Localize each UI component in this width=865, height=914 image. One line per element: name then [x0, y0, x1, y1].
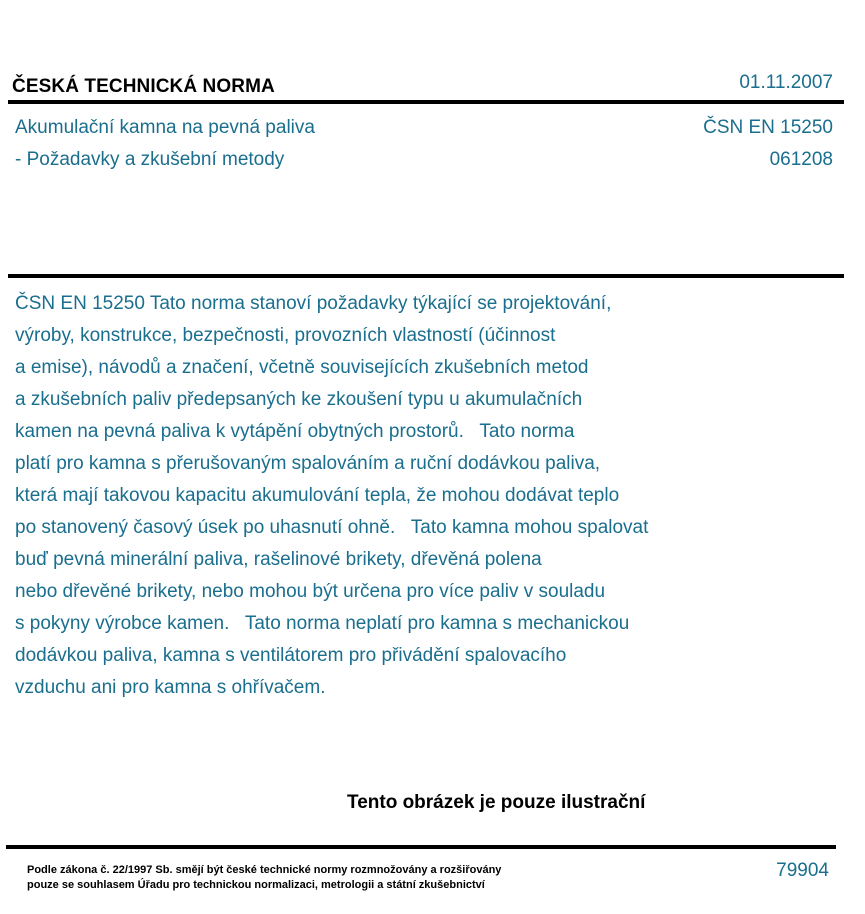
legal-notice-line-1: Podle zákona č. 22/1997 Sb. smějí být české technické normy rozmnožovány a rozšiřovány: [27, 864, 502, 876]
abstract-line: výroby, konstrukce, bezpečnosti, provozních vlastností (účinnost: [15, 325, 556, 346]
abstract-line: ČSN EN 15250 Tato norma stanoví požadavky týkající se projektování,: [15, 293, 612, 314]
footer-divider: [6, 845, 836, 849]
abstract-text: [15, 288, 775, 704]
abstract-line: kamen na pevná paliva k vytápění obytných prostorů. Tato norma: [15, 421, 575, 442]
catalog-number: 79904: [776, 860, 829, 881]
abstract-line: a emise), návodů a značení, včetně souvisejících zkušebních metod: [15, 357, 589, 378]
section-divider: [8, 274, 844, 278]
abstract-line: s pokyny výrobce kamen. Tato norma neplatí pro kamna s mechanickou: [15, 613, 630, 634]
abstract-line: nebo dřevěné brikety, nebo mohou být určena pro více paliv v souladu: [15, 581, 606, 602]
abstract-line: po stanovený časový úsek po uhasnutí ohně. Tato kamna mohou spalovat: [15, 517, 649, 538]
standard-code: ČSN EN 15250: [703, 117, 833, 138]
abstract-line: platí pro kamna s přerušovaným spalováním a ruční dodávkou paliva,: [15, 453, 601, 474]
legal-notice-line-2: pouze se souhlasem Úřadu pro technickou normalizaci, metrologii a státní zkušebnictví: [27, 879, 485, 891]
abstract-line: dodávkou paliva, kamna s ventilátorem pro přivádění spalovacího: [15, 645, 567, 666]
illustrative-notice: Tento obrázek je pouze ilustrační: [347, 792, 646, 813]
abstract-line: buď pevná minerální paliva, rašelinové brikety, dřevěná polena: [15, 549, 542, 570]
standard-title-line-1: Akumulační kamna na pevná paliva: [15, 117, 315, 138]
classification-number: 061208: [769, 149, 833, 170]
legal-notice: [27, 863, 501, 893]
document-type-heading: ČESKÁ TECHNICKÁ NORMA: [12, 76, 275, 97]
abstract-line: která mají takovou kapacitu akumulování tepla, že mohou dodávat teplo: [15, 485, 620, 506]
standard-title-line-2: - Požadavky a zkušební metody: [15, 149, 285, 170]
header-divider: [8, 100, 844, 104]
abstract-line: a zkušebních paliv předepsaných ke zkoušení typu u akumulačních: [15, 389, 583, 410]
abstract-line: vzduchu ani pro kamna s ohřívačem.: [15, 677, 326, 698]
issue-date: 01.11.2007: [739, 72, 833, 93]
